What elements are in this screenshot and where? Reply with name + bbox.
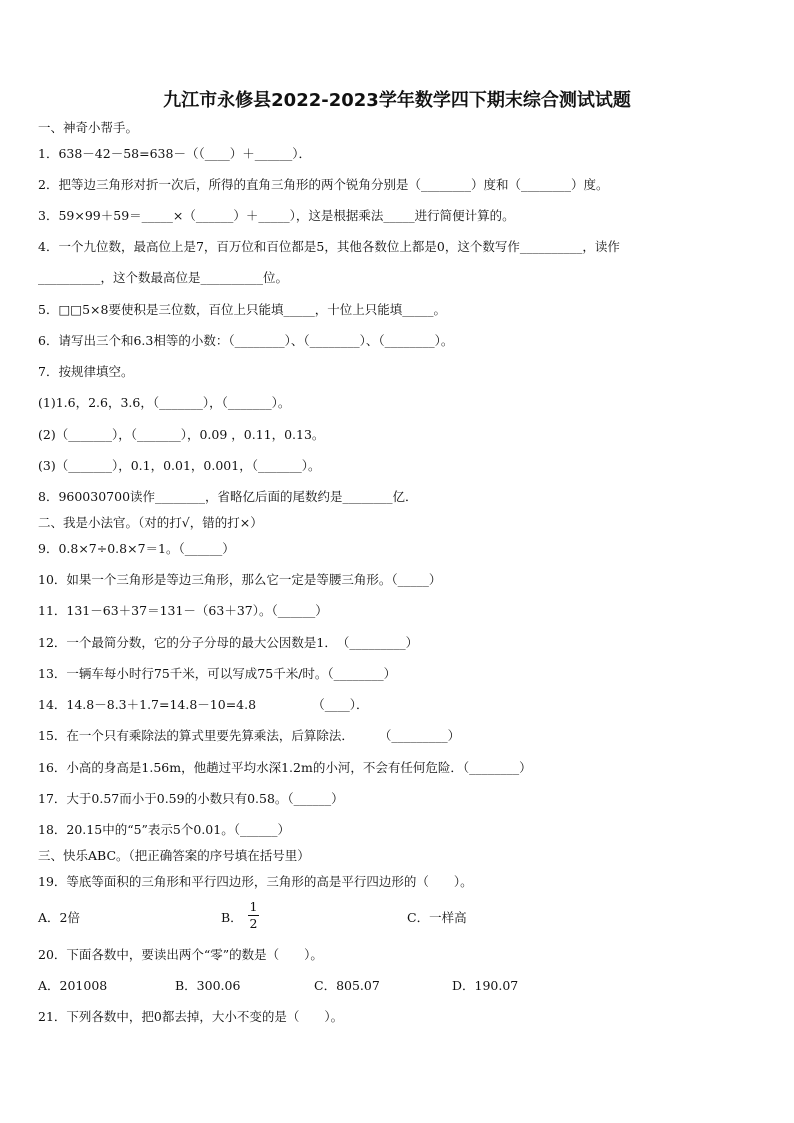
question-20-option-c: C．805.07 <box>314 978 380 993</box>
fraction-denominator: 2 <box>249 916 258 931</box>
question-14: 14．14.8－8.3＋1.7=14.8－10=4.8 （____）． <box>38 697 369 712</box>
question-15: 15．在一个只有乘除法的算式里要先算乘法，后算除法． （_________） <box>38 728 461 743</box>
question-19-option-c: C．一样高 <box>407 910 467 925</box>
question-20: 20．下面各数中，要读出两个“零”的数是（ ）。 <box>38 947 323 962</box>
section-heading-2: 二、我是小法官。（对的打√，错的打×） <box>38 515 263 530</box>
question-19-option-b: B． <box>221 910 243 925</box>
question-19: 19．等底等面积的三角形和平行四边形，三角形的高是平行四边形的（ ）。 <box>38 874 473 889</box>
question-7-part-1: (1)1.6，2.6，3.6，（_______），（_______）。 <box>38 395 291 410</box>
question-21: 21．下列各数中，把0都去掉，大小不变的是（ ）。 <box>38 1009 344 1024</box>
question-12: 12．一个最简分数，它的分子分母的最大公因数是1． （_________） <box>38 635 419 650</box>
question-7: 7．按规律填空。 <box>38 364 134 379</box>
question-10: 10．如果一个三角形是等边三角形，那么它一定是等腰三角形。（_____） <box>38 572 442 587</box>
page-title: 九江市永修县2022-2023学年数学四下期末综合测试试题 <box>163 90 631 111</box>
question-20-option-b: B．300.06 <box>175 978 241 993</box>
question-16: 16．小高的身高是1.56m，他趟过平均水深1.2m的小河，不会有任何危险．（________） <box>38 760 532 775</box>
fraction-one-half <box>248 900 259 931</box>
question-20-option-d: D．190.07 <box>452 978 519 993</box>
question-4-line-1: 4．一个九位数，最高位上是7，百万位和百位都是5，其他各数位上都是0，这个数写作__________，读作 <box>38 239 620 254</box>
fraction-numerator: 1 <box>249 899 258 914</box>
question-5: 5．□□5×8要使积是三位数，百位上只能填_____，十位上只能填_____。 <box>38 302 446 317</box>
question-13: 13．一辆车每小时行75千米，可以写成75千米/时。（________） <box>38 666 397 681</box>
section-heading-3: 三、快乐ABC。（把正确答案的序号填在括号里） <box>38 848 310 863</box>
question-2: 2．把等边三角形对折一次后，所得的直角三角形的两个锐角分别是（________）度和（________）度。 <box>38 177 609 192</box>
question-7-part-3: (3)（_______），0.1，0.01，0.001，（_______）。 <box>38 458 321 473</box>
question-18: 18．20.15中的“5”表示5个0.01。（______） <box>38 822 290 837</box>
question-7-part-2: (2)（_______），（_______），0.09 ，0.11，0.13。 <box>38 427 325 442</box>
question-9: 9．0.8×7÷0.8×7＝1。（______） <box>38 541 235 556</box>
question-3: 3．59×99＋59＝_____×（______）＋_____），这是根据乘法_____进行简便计算的。 <box>38 208 515 223</box>
question-20-option-a: A．201008 <box>38 978 108 993</box>
question-6: 6．请写出三个和6.3相等的小数：（________）、（________）、（________）。 <box>38 333 454 348</box>
question-19-option-a: A．2倍 <box>38 910 80 925</box>
question-17: 17．大于0.57而小于0.59的小数只有0.58。（______） <box>38 791 344 806</box>
section-heading-1: 一、神奇小帮手。 <box>38 120 139 135</box>
question-8: 8．960030700读作________，省略亿后面的尾数约是________亿． <box>38 489 418 504</box>
question-11: 11．131－63＋37＝131－（63＋37）。（______） <box>38 603 328 618</box>
question-4-line-2: __________，这个数最高位是__________位。 <box>38 270 289 285</box>
question-1: 1．638－42－58=638－（（____）＋______）． <box>38 146 311 161</box>
